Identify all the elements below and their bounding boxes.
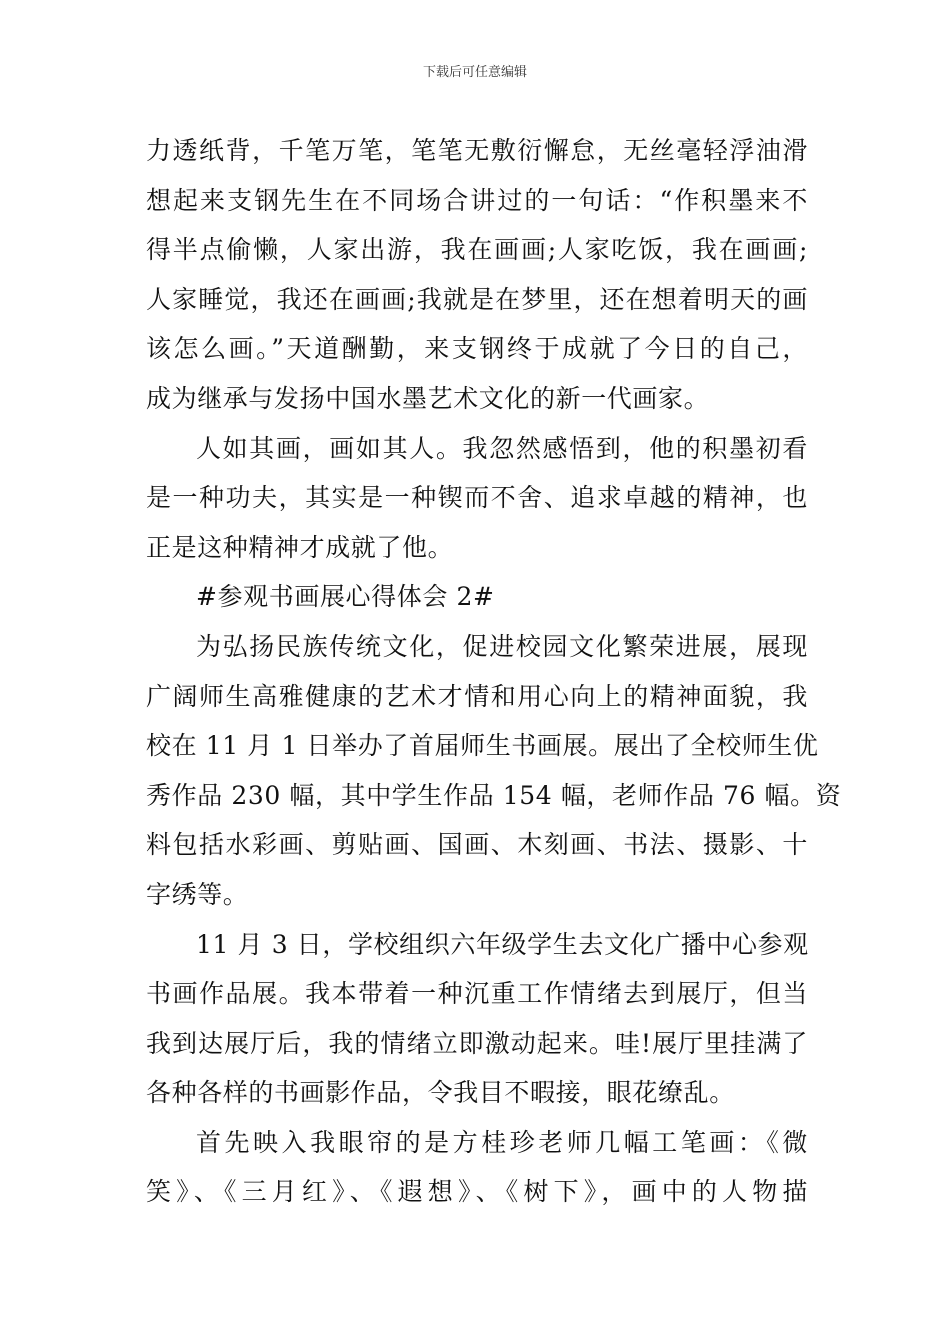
text-line: 秀作品 230 幅，其中学生作品 154 幅，老师作品 76 幅。资: [146, 780, 842, 810]
text-line: #参观书画展心得体会 2#: [196, 582, 495, 612]
text-line: 人家睡觉，我还在画画;我就是在梦里，还在想着明天的画: [146, 284, 808, 314]
text-line: 成为继承与发扬中国水墨艺术文化的新一代画家。: [146, 383, 710, 413]
text-line: 校在 11 月 1 日举办了首届师生书画展。展出了全校师生优: [146, 731, 819, 761]
text-line: 该怎么画。”天道酬勤，来支钢终于成就了今日的自己，: [146, 334, 808, 364]
text-line: 料包括水彩画、剪贴画、国画、木刻画、书法、摄影、十: [146, 830, 808, 860]
text-line: 广阔师生高雅健康的艺术才情和用心向上的精神面貌，我: [146, 681, 808, 711]
text-line: 字绣等。: [146, 879, 249, 909]
text-line: 11 月 3 日，学校组织六年级学生去文化广播中心参观: [196, 929, 809, 959]
text-line: 笑》、《三月红》、《遐想》、《树下》，画中的人物描: [146, 1177, 808, 1207]
text-line: 首先映入我眼帘的是方桂珍老师几幅工笔画：《微: [196, 1127, 808, 1157]
text-line: 力透纸背，千笔万笔，笔笔无敷衍懈怠，无丝毫轻浮油滑: [146, 136, 808, 165]
text-line: 正是这种精神才成就了他。: [146, 532, 454, 562]
text-line: 是一种功夫，其实是一种锲而不舍、追求卓越的精神，也: [146, 483, 808, 513]
text-line: 人如其画，画如其人。我忽然感悟到，他的积墨初看: [196, 433, 808, 463]
page-header: 下载后可任意编辑: [422, 65, 527, 80]
text-line: 为弘扬民族传统文化，促进校园文化繁荣进展，展现: [196, 631, 808, 661]
text-line: 我到达展厅后，我的情绪立即激动起来。哇!展厅里挂满了: [146, 1028, 808, 1058]
text-line: 书画作品展。我本带着一种沉重工作情绪去到展厅，但当: [146, 979, 808, 1009]
text-line: 各种各样的书画影作品，令我目不暇接，眼花缭乱。: [146, 1078, 735, 1108]
text-line: 得半点偷懒，人家出游，我在画画;人家吃饭，我在画画;: [146, 235, 808, 265]
text-line: 想起来支钢先生在不同场合讲过的一句话：“作积墨来不: [146, 185, 808, 215]
document-body: [146, 126, 842, 1217]
